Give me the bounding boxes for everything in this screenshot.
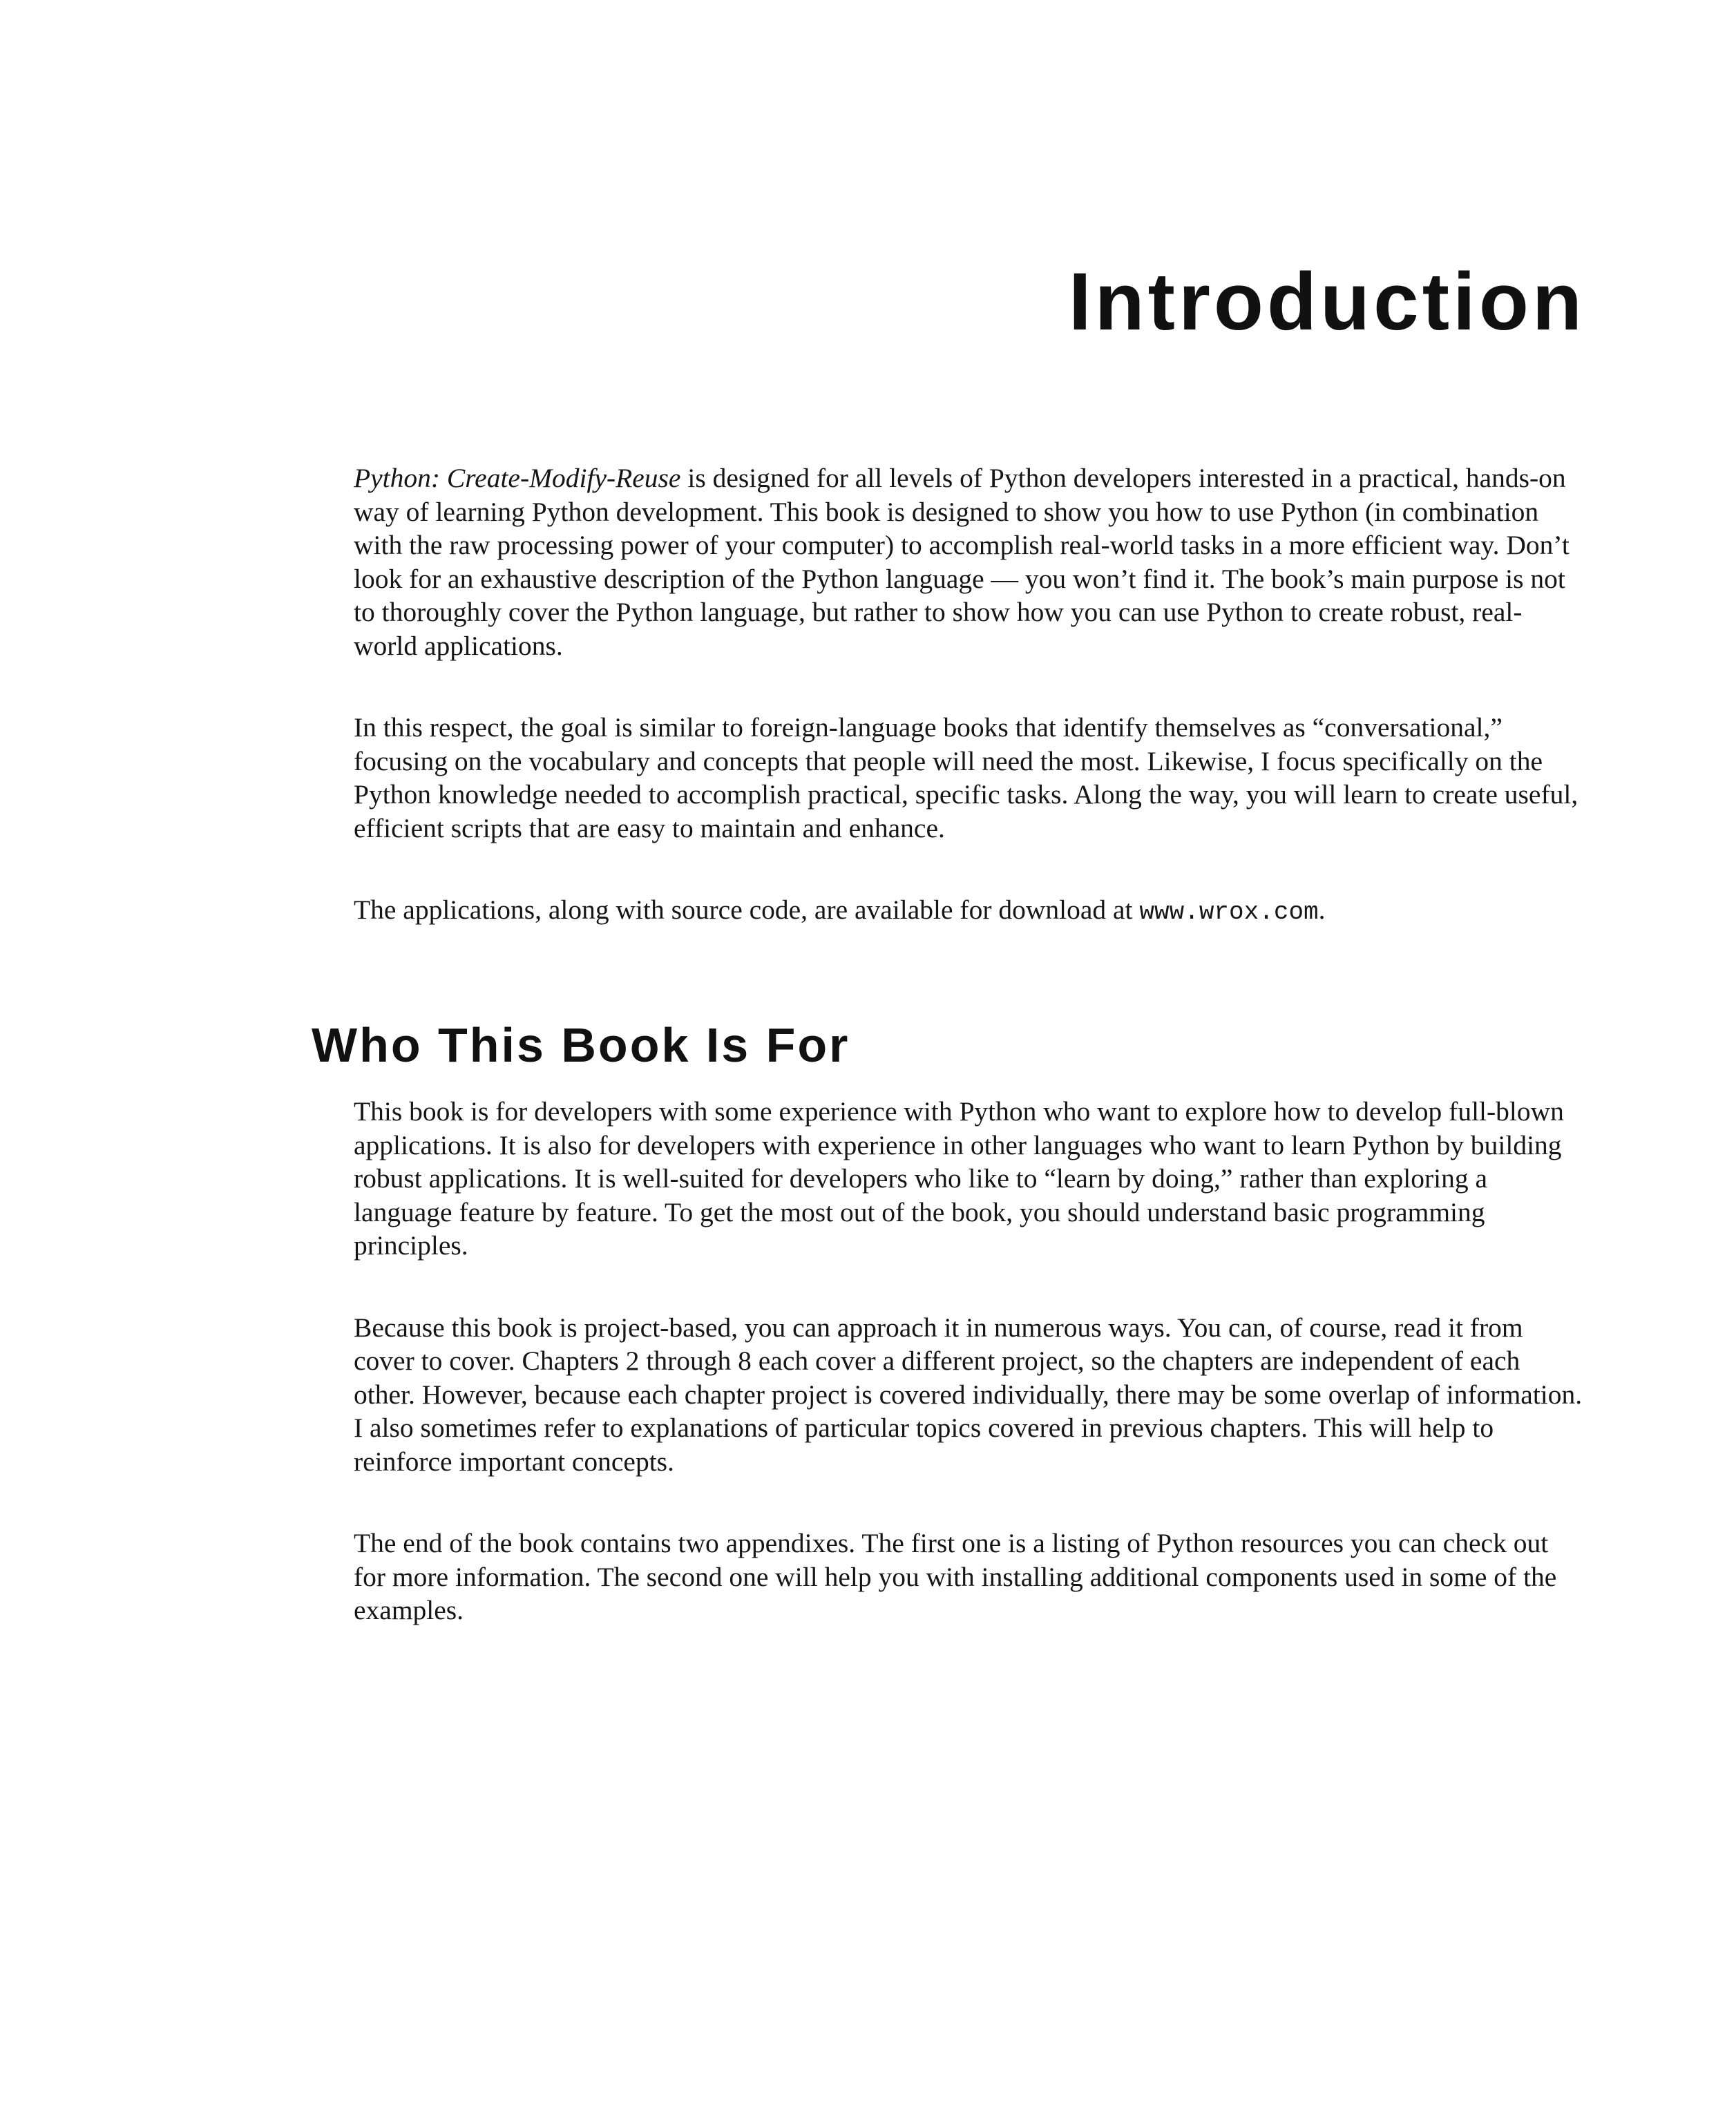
download-text: The applications, along with source code, are available for download at xyxy=(354,894,1140,925)
who-paragraph-3: The end of the book contains two appendixes. The first one is a listing of Python resources you can check out for more information. The second one will help you with installing additional components used in some of the examples. xyxy=(354,1528,1557,1625)
download-text-end: . xyxy=(1318,894,1326,925)
who-paragraph-2: Because this book is project-based, you can approach it in numerous ways. You can, of course, read it from cover to cover. Chapters 2 through 8 each cover a different project, so the chapters are independent of each other. However, because each chapter project is covered individually, there may be some overlap of information. I also sometimes refer to explanations of particular topics covered in previous chapters. This will help to reinforce important concepts. xyxy=(354,1312,1583,1477)
intro-paragraph-2: In this respect, the goal is similar to foreign-language books that identify themselves as “conversational,” focusing on the vocabulary and concepts that people will need the most. Likewise, I focus specifically on the Python knowledge needed to accomplish practical, specific tasks. Along the way, you will learn to create useful, efficient scripts that are easy to maintain and enhance. xyxy=(354,712,1578,843)
download-url: www.wrox.com xyxy=(1139,898,1319,926)
section-heading-who-this-book-is-for: Who This Book Is For xyxy=(312,1018,850,1072)
chapter-title: Introduction xyxy=(1068,256,1585,347)
who-section xyxy=(354,1095,1583,1627)
book-title: Python: Create-Modify-Reuse xyxy=(354,463,681,493)
intro-section xyxy=(354,461,1583,930)
intro-paragraph-1 xyxy=(354,461,1583,662)
intro-paragraph-1-text: is designed for all levels of Python developers interested in a practical, hands-on way of learning Python development. This book is designed to show you how to use Python (in combination with the raw processing power of your computer) to accomplish real-world tasks in a more efficient way. Don’t look for an exhaustive description of the Python language — you won’t find it. The book’s main purpose is not to thoroughly cover the Python language, but rather to show how you can use Python to create robust, real-world applications. xyxy=(354,463,1570,661)
who-paragraph-1: This book is for developers with some experience with Python who want to explore how to develop full-blown applications. It is also for developers with experience in other languages who want to learn Python by building robust applications. It is well-suited for developers who like to “learn by doing,” rather than exploring a language feature by feature. To get the most out of the book, you should understand basic programming principles. xyxy=(354,1096,1564,1261)
intro-paragraph-3 xyxy=(354,893,1583,930)
